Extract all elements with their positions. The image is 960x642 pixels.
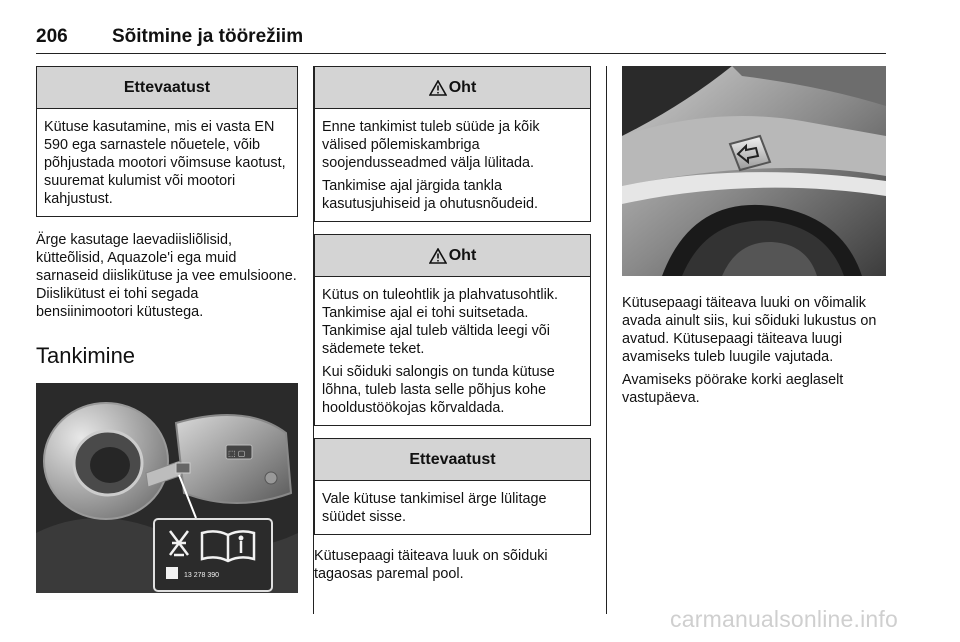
page-number: 206 bbox=[36, 26, 68, 47]
caution-box-2 bbox=[314, 438, 591, 535]
cap-turn-paragraph: Avamiseks pöörake korki aeglaselt vastupäeva. bbox=[622, 372, 844, 406]
caution-box-title: Ettevaatust bbox=[37, 67, 297, 109]
warning-triangle-icon bbox=[429, 248, 447, 264]
danger-box-1 bbox=[314, 66, 591, 222]
part-number: 13 278 390 bbox=[184, 572, 220, 579]
danger-box-2-header bbox=[315, 235, 590, 277]
caution-box-text: Kütuse kasutamine, mis ei vasta EN 590 ega sarnastele nõuetele, võib põhjustada mootori võimsuse kaotust, suuremat kulumist või mootori kahjustust. bbox=[44, 119, 286, 207]
danger-box-1-header bbox=[315, 67, 590, 109]
section-heading: Tankimine bbox=[36, 343, 136, 368]
danger-box-1-title: Oht bbox=[448, 78, 477, 96]
fuel-door-illustration bbox=[622, 66, 886, 276]
fuel-door-paragraph: Kütusepaagi täiteava luuk on sõiduki tagaosas paremal pool. bbox=[314, 548, 548, 582]
column-3-text bbox=[622, 294, 886, 407]
column-3 bbox=[622, 66, 886, 407]
danger-box-2-body bbox=[315, 277, 590, 425]
fuel-paragraph: Ärge kasutage laevadiisliõlisid, kütteõlisid, Aquazole'i ega muid sarnaseid diislikütuse ja vee emulsioone. Diislikütust ei tohi segada bensiinimootori kütustega. bbox=[36, 232, 297, 320]
fuel-cap-illustration bbox=[36, 383, 298, 593]
fuel-door-open-paragraph: Kütusepaagi täiteava luuki on võimalik avada ainult siis, kui sõiduki lukustus on avatud. Kütusepaagi täiteava luugi avamiseks tuleb luugile vajutada. bbox=[622, 295, 877, 365]
chapter-title: Sõitmine ja töörežiim bbox=[112, 26, 304, 47]
danger-box-1-paragraph: Enne tankimist tuleb süüde ja kõik välised põlemiskambriga soojendusseadmed välja lülitada. bbox=[322, 119, 540, 171]
label-symbol-icon bbox=[166, 567, 178, 579]
warning-triangle-icon bbox=[429, 80, 447, 96]
danger-box-1-body bbox=[315, 109, 590, 221]
fuel-door-figure bbox=[622, 66, 886, 276]
danger-box-1-paragraph: Tankimise ajal järgida tankla kasutusjuhiseid ja ohutusnõudeid. bbox=[322, 178, 539, 212]
column-1 bbox=[36, 66, 298, 593]
caution-box-2-text: Vale kütuse tankimisel ärge lülitage süüdet sisse. bbox=[322, 491, 547, 525]
danger-box-2 bbox=[314, 234, 591, 426]
watermark: carmanualsonline.info bbox=[670, 606, 898, 632]
column-2 bbox=[314, 66, 591, 583]
fuel-cap-figure bbox=[36, 383, 298, 593]
danger-box-2-title: Oht bbox=[448, 246, 477, 264]
danger-box-2-paragraph: Kütus on tuleohtlik ja plahvatusohtlik. Tankimise ajal ei tohi suitsetada. Tankimise ajal tuleb vältida leegi või sädemete teket. bbox=[322, 287, 558, 357]
svg-text:⬚ ▢: ⬚ ▢ bbox=[228, 449, 246, 458]
page-header bbox=[36, 26, 886, 54]
danger-box-2-paragraph: Kui sõiduki salongis on tunda kütuse lõhna, tuleb lasta selle põhjus kohe hooldustöökojas kõrvaldada. bbox=[322, 364, 555, 416]
caution-box-2-title: Ettevaatust bbox=[315, 439, 590, 481]
column-divider-2 bbox=[606, 66, 607, 614]
caution-box bbox=[36, 66, 298, 217]
